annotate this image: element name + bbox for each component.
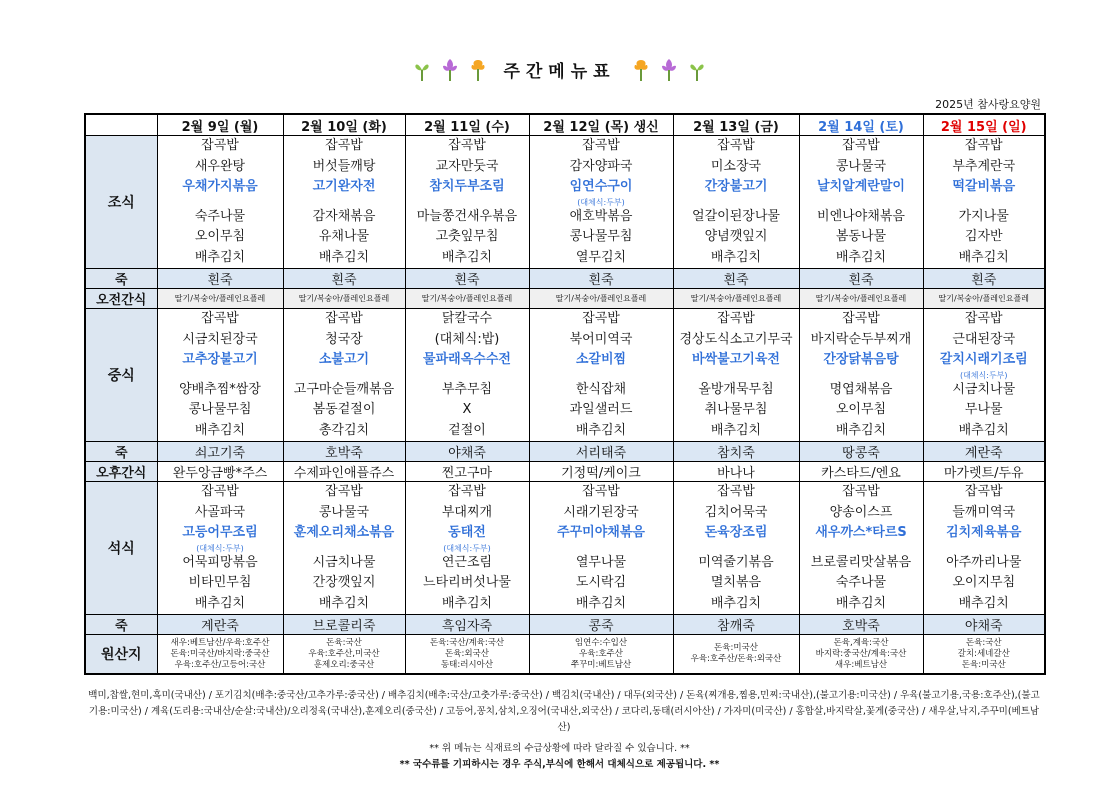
- menu-item-kimchi: 배추김치: [710, 595, 762, 611]
- menu-cell: 콩죽: [529, 615, 673, 635]
- menu-cell: [799, 309, 923, 442]
- menu-item-kimchi: 배추김치: [835, 422, 887, 438]
- menu-cell: 호박죽: [283, 442, 405, 462]
- row-label-juk: 죽: [85, 615, 157, 635]
- menu-item-side-1: 브로콜리맛살볶음: [810, 554, 912, 570]
- menu-item-kimchi: 배추김치: [575, 595, 627, 611]
- menu-item-kimchi: 배추김치: [441, 595, 493, 611]
- origin-line: 임연수:수입산: [574, 637, 628, 648]
- origin-line: 우육:호주산/돈육:외국산: [690, 654, 782, 664]
- flower-icon: [467, 56, 489, 82]
- menu-item-kimchi: 겉절이: [448, 422, 486, 438]
- origin-line: 우육:호주산: [579, 648, 623, 659]
- menu-item-side-2: 고춧잎무침: [435, 229, 499, 244]
- menu-item-main-dish: 돈육장조림: [704, 525, 768, 540]
- menu-item-kimchi: 배추김치: [958, 249, 1009, 265]
- menu-cell: [405, 482, 529, 615]
- menu-item-side-1: 비엔나야채볶음: [817, 208, 905, 224]
- flower-icon: [439, 56, 461, 82]
- menu-item-soup: 양송이스프: [829, 504, 893, 520]
- origin-line: 돈육:미국산: [961, 659, 1006, 670]
- menu-item-rice: 잡곡밥: [201, 484, 239, 499]
- origin-line: 갈치:세네갈산: [957, 648, 1010, 659]
- menu-cell: 흰죽: [923, 269, 1045, 289]
- day-header: 2월 13일 (금): [673, 114, 799, 136]
- menu-spacer: [674, 544, 799, 553]
- menu-spacer: [800, 371, 923, 380]
- menu-cell: 야채죽: [923, 615, 1045, 635]
- menu-item-rice: 잡곡밥: [448, 484, 486, 499]
- menu-cell: 딸기/복숭아/플레인요플레: [529, 289, 673, 309]
- flower-decoration-right: [630, 56, 708, 82]
- origin-row: [85, 635, 1045, 675]
- menu-cell: 땅콩죽: [799, 442, 923, 462]
- menu-item-side-2: 숙주나물: [835, 575, 887, 590]
- menu-item-soup: 시래기된장국: [563, 504, 639, 520]
- menu-item-rice: 잡곡밥: [201, 311, 239, 326]
- menu-item-main-dish: 주꾸미야채볶음: [557, 525, 645, 540]
- menu-item-substitute: (대체식:두부): [959, 370, 1008, 380]
- flower-icon: [658, 56, 680, 82]
- menu-spacer: [924, 198, 1045, 207]
- origin-line: 돈육:미국산/바지락:중국산: [170, 648, 270, 659]
- juk-row: [85, 615, 1045, 635]
- menu-cell: 기정떡/케이크: [529, 462, 673, 482]
- menu-item-side-1: 아주까리나물: [946, 554, 1022, 570]
- menu-item-rice: 잡곡밥: [842, 311, 880, 326]
- menu-cell: 쇠고기죽: [157, 442, 283, 462]
- menu-item-side-1: 명엽채볶음: [829, 381, 893, 397]
- origin-line: 바지락:중국산/계육:국산: [815, 648, 907, 659]
- row-label-pm-snack: 오후간식: [85, 462, 157, 482]
- menu-cell: 호박죽: [799, 615, 923, 635]
- menu-item-side-2: 유채나물: [318, 229, 370, 244]
- menu-cell: [405, 136, 529, 269]
- menu-item-side-1: 고구마순들깨볶음: [293, 381, 395, 397]
- menu-item-side-1: 미역줄기볶음: [698, 554, 774, 570]
- lunch-row: [85, 309, 1045, 442]
- menu-item-side-2: 양념깻잎지: [704, 229, 768, 244]
- menu-item-rice: 잡곡밥: [325, 311, 363, 326]
- menu-cell: 찐고구마: [405, 462, 529, 482]
- menu-item-soup: 새우완탕: [194, 158, 246, 174]
- origin-cell: [529, 635, 673, 675]
- menu-item-side-1: 연근조림: [441, 554, 493, 570]
- menu-item-rice: 잡곡밥: [717, 484, 755, 499]
- menu-item-side-2: X: [462, 402, 472, 417]
- day-header: 2월 10일 (화): [283, 114, 405, 136]
- menu-item-side-1: 감자채볶음: [312, 208, 376, 224]
- day-header-saturday: 2월 14일 (토): [799, 114, 923, 136]
- juk-row: [85, 269, 1045, 289]
- menu-cell: 참치죽: [673, 442, 799, 462]
- menu-spacer: [674, 371, 799, 380]
- menu-item-soup: 시금치된장국: [182, 331, 258, 347]
- menu-item-kimchi: 배추김치: [194, 422, 246, 438]
- menu-item-soup: 교자만둣국: [435, 158, 499, 174]
- menu-item-rice: 잡곡밥: [201, 138, 239, 153]
- row-label-lunch: 중식: [85, 309, 157, 442]
- menu-spacer: [158, 198, 283, 207]
- menu-item-rice: 잡곡밥: [717, 311, 755, 326]
- menu-item-main-dish: 물파래옥수수전: [423, 352, 511, 367]
- menu-spacer: [284, 198, 405, 207]
- title-area: [0, 52, 1119, 86]
- menu-cell: [923, 309, 1045, 442]
- menu-item-side-2: 취나물무침: [704, 402, 768, 417]
- menu-item-rice: 잡곡밥: [717, 138, 755, 153]
- menu-item-side-2: 콩나물무침: [188, 402, 252, 417]
- menu-item-main-dish: 참치두부조림: [429, 179, 505, 194]
- menu-cell: 딸기/복숭아/플레인요플레: [283, 289, 405, 309]
- menu-item-main-dish: 훈제오리채소볶음: [293, 525, 395, 540]
- menu-item-side-1: 시금치나물: [952, 381, 1016, 397]
- menu-item-side-2: 오이무침: [835, 402, 887, 417]
- menu-cell: 수제파인애플쥬스: [283, 462, 405, 482]
- menu-item-rice: 잡곡밥: [964, 311, 1003, 326]
- day-header: 2월 9일 (월): [157, 114, 283, 136]
- menu-cell: 흰죽: [799, 269, 923, 289]
- menu-item-main-dish: 떡갈비볶음: [952, 179, 1016, 194]
- menu-item-soup: 부추계란국: [952, 158, 1016, 174]
- flower-icon: [411, 56, 433, 82]
- menu-item-side-2: 과일샐러드: [569, 402, 633, 417]
- day-header: 2월 12일 (목) 생신: [529, 114, 673, 136]
- menu-item-kimchi: 배추김치: [318, 249, 370, 265]
- menu-item-side-1: 부추무침: [441, 381, 493, 397]
- organization-label: 2025년 참사랑요양원: [935, 98, 1041, 111]
- row-label-dinner: 석식: [85, 482, 157, 615]
- menu-spacer: [530, 544, 673, 553]
- menu-item-soup: 근대된장국: [952, 331, 1016, 347]
- menu-cell: [673, 309, 799, 442]
- menu-item-substitute: (대체식:두부): [196, 543, 244, 553]
- menu-item-side-1: 어묵피망볶음: [182, 554, 258, 570]
- menu-cell: 흰죽: [283, 269, 405, 289]
- menu-cell: 브로콜리죽: [283, 615, 405, 635]
- menu-item-side-1: 얼갈이된장나물: [692, 208, 780, 224]
- menu-cell: [157, 309, 283, 442]
- day-header-sunday: 2월 15일 (일): [923, 114, 1045, 136]
- menu-item-side-1: 올방개묵무침: [698, 381, 774, 397]
- menu-item-kimchi: 배추김치: [710, 422, 762, 438]
- menu-item-main-dish: 고등어무조림: [182, 525, 258, 540]
- row-label-origin: 원산지: [85, 635, 157, 675]
- menu-item-main-dish: 임연수구이: [569, 179, 633, 194]
- origin-line: 돈육:국산: [326, 637, 362, 648]
- menu-cell: 딸기/복숭아/플레인요플레: [157, 289, 283, 309]
- menu-spacer: [800, 544, 923, 553]
- menu-item-main-dish: 새우까스*타르S: [815, 525, 907, 540]
- menu-item-main-dish: 소불고기: [318, 352, 370, 367]
- header-row: [85, 114, 1045, 136]
- menu-cell: 흰죽: [529, 269, 673, 289]
- origin-line: 우육:호주산/고등어:국산: [174, 659, 266, 670]
- menu-cell: 마가렛트/두유: [923, 462, 1045, 482]
- menu-item-side-2: 간장깻잎지: [312, 575, 376, 590]
- origin-footnote: 백미,찹쌀,현미,흑미(국내산) / 포기김치(배추:중국산/고추가루:중국산) / 배추김치(배추:국산/고춧가루:중국산) / 백김치(국내산) / 대두(외국산) / 돈육(찌개용,찜용,민찌:국내산),(불고기용:미국산) / 우육(불고기용,국용:호주산),(불고기용:미국산) / 계육(도리용:국내산/순살:국내산)/오리정육(국내산),훈제오리(중국산) / 고등어,꽁치,삼치,오징어(국내산,외국산) / 코다리,동태(러시아산) / 가자미(미국산) / 홍합살,바지락살,꽃게(중국산) / 새우살,낙지,주꾸미(베트남산): [88, 690, 1040, 733]
- menu-item-rice: 잡곡밥: [325, 484, 363, 499]
- menu-cell: 딸기/복숭아/플레인요플레: [405, 289, 529, 309]
- menu-item-kimchi: 배추김치: [710, 249, 762, 265]
- menu-spacer: [924, 544, 1045, 553]
- menu-cell: 서리태죽: [529, 442, 673, 462]
- menu-item-side-2: 김자반: [964, 229, 1003, 244]
- menu-item-kimchi: 배추김치: [958, 595, 1009, 611]
- menu-item-soup: 바지락순두부찌개: [810, 331, 912, 347]
- menu-item-kimchi: 배추김치: [575, 422, 627, 438]
- menu-item-substitute: (대체식:두부): [443, 543, 491, 553]
- origin-line: 돈육:미국산: [714, 643, 758, 653]
- menu-cell: 흑임자죽: [405, 615, 529, 635]
- dinner-row: [85, 482, 1045, 615]
- flower-icon: [630, 56, 652, 82]
- row-label-am-snack: 오전간식: [85, 289, 157, 309]
- menu-item-rice: 닭칼국수: [441, 311, 493, 326]
- menu-item-kimchi: 배추김치: [318, 595, 370, 611]
- menu-item-side-1: 한식잡채: [575, 381, 627, 397]
- menu-item-soup: 북어미역국: [569, 331, 633, 347]
- menu-item-kimchi: 배추김치: [958, 422, 1009, 438]
- menu-item-kimchi: 배추김치: [835, 249, 887, 265]
- page-title: 주간메뉴표: [503, 61, 616, 82]
- menu-item-rice: 잡곡밥: [842, 484, 880, 499]
- am-snack-row: [85, 289, 1045, 309]
- substitute-notice: ** 국수류를 기피하시는 경우 주식,부식에 한해서 대체식으로 제공됩니다. **: [399, 759, 720, 770]
- menu-spacer: [800, 198, 923, 207]
- menu-item-soup: 미소장국: [710, 158, 762, 174]
- menu-item-rice: 잡곡밥: [964, 138, 1003, 153]
- menu-item-main-dish: 동태전: [448, 525, 486, 540]
- menu-item-side-1: 숙주나물: [194, 208, 246, 224]
- menu-cell: [157, 482, 283, 615]
- origin-cell: [673, 635, 799, 675]
- flower-icon: [686, 56, 708, 82]
- menu-cell: 카스타드/엔요: [799, 462, 923, 482]
- menu-item-side-1: 마늘쫑건새우볶음: [416, 208, 518, 224]
- row-label-juk: 죽: [85, 269, 157, 289]
- origin-line: 돈육:외국산: [445, 648, 489, 659]
- menu-item-soup: 콩나물국: [318, 504, 370, 520]
- menu-cell: 완두앙금빵*주스: [157, 462, 283, 482]
- menu-cell: 흰죽: [157, 269, 283, 289]
- menu-cell: 흰죽: [673, 269, 799, 289]
- origin-line: 훈제오리:중국산: [313, 659, 375, 670]
- row-label-juk: 죽: [85, 442, 157, 462]
- menu-item-side-2: 무나물: [964, 402, 1003, 417]
- breakfast-row: [85, 136, 1045, 269]
- menu-item-main-dish: 고기완자전: [312, 179, 376, 194]
- origin-line: 새우:베트남산: [834, 659, 888, 670]
- menu-item-side-2: 도시락김: [575, 575, 627, 590]
- menu-cell: [673, 136, 799, 269]
- menu-spacer: [530, 371, 673, 380]
- menu-cell: [673, 482, 799, 615]
- menu-item-kimchi: 배추김치: [441, 249, 493, 265]
- menu-item-kimchi: 배추김치: [835, 595, 887, 611]
- menu-cell: 흰죽: [405, 269, 529, 289]
- menu-item-soup: 감자양파국: [569, 158, 633, 174]
- menu-item-rice: 잡곡밥: [842, 138, 880, 153]
- menu-cell: [283, 482, 405, 615]
- menu-cell: [923, 482, 1045, 615]
- menu-item-rice: 잡곡밥: [448, 138, 486, 153]
- menu-item-side-1: 가지나물: [958, 208, 1009, 224]
- pm-snack-row: [85, 462, 1045, 482]
- menu-cell: [283, 136, 405, 269]
- menu-spacer: [406, 371, 529, 380]
- menu-item-side-2: 비타민무침: [188, 575, 252, 590]
- menu-cell: [283, 309, 405, 442]
- origin-line: 우육:호주산,미국산: [308, 648, 380, 659]
- menu-item-soup: 콩나물국: [835, 158, 887, 174]
- menu-item-soup: 김치어묵국: [704, 504, 768, 520]
- menu-item-main-dish: 날치알계란말이: [817, 179, 905, 194]
- corner-cell: [85, 114, 157, 136]
- menu-cell: 딸기/복숭아/플레인요플레: [673, 289, 799, 309]
- origin-cell: [157, 635, 283, 675]
- menu-cell: 계란죽: [923, 442, 1045, 462]
- menu-spacer: [406, 198, 529, 207]
- origin-line: 새우:베트남산/우육:호주산: [170, 637, 270, 648]
- origin-line: 돈육:국산/계육:국산: [429, 637, 505, 648]
- menu-cell: [529, 309, 673, 442]
- menu-item-side-1: 열무나물: [575, 554, 627, 570]
- menu-item-soup: 사골파국: [194, 504, 246, 520]
- supply-notice: ** 위 메뉴는 식재료의 수급상황에 따라 달라질 수 있습니다. **: [429, 743, 690, 754]
- menu-item-soup: 청국장: [325, 331, 363, 347]
- menu-cell: [799, 482, 923, 615]
- menu-item-main-dish: 김치제육볶음: [946, 525, 1022, 540]
- menu-item-side-2: 느타리버섯나물: [423, 575, 511, 590]
- menu-cell: [799, 136, 923, 269]
- menu-item-soup: 버섯들깨탕: [312, 158, 376, 174]
- menu-item-soup: 경상도식소고기무국: [679, 331, 793, 347]
- menu-item-soup: (대체식:밥): [434, 331, 500, 347]
- menu-item-rice: 잡곡밥: [325, 138, 363, 153]
- menu-item-side-2: 봄동나물: [835, 229, 887, 244]
- origin-line: 돈육:국산: [965, 637, 1002, 648]
- origin-line: 돈육,계육:국산: [833, 637, 889, 648]
- menu-item-main-dish: 갈치시래기조림: [939, 352, 1028, 367]
- menu-spacer: [284, 544, 405, 553]
- menu-item-rice: 잡곡밥: [964, 484, 1003, 499]
- menu-cell: [529, 136, 673, 269]
- menu-spacer: [674, 198, 799, 207]
- menu-item-side-2: 봄동겉절이: [312, 402, 376, 417]
- menu-cell: 딸기/복숭아/플레인요플레: [923, 289, 1045, 309]
- menu-item-rice: 잡곡밥: [582, 138, 620, 153]
- menu-item-kimchi: 열무김치: [575, 249, 627, 265]
- menu-item-main-dish: 우채가지볶음: [182, 179, 258, 194]
- menu-item-soup: 들깨미역국: [952, 504, 1016, 520]
- origin-cell: [799, 635, 923, 675]
- menu-item-main-dish: 간장닭볶음탕: [823, 352, 899, 367]
- day-header: 2월 11일 (수): [405, 114, 529, 136]
- menu-item-main-dish: 소갈비찜: [575, 352, 627, 367]
- menu-item-side-1: 애호박볶음: [569, 208, 633, 224]
- menu-cell: 바나나: [673, 462, 799, 482]
- menu-item-rice: 잡곡밥: [582, 484, 620, 499]
- menu-cell: [157, 136, 283, 269]
- menu-item-side-1: 시금치나물: [312, 554, 376, 570]
- weekly-menu-table: [84, 113, 1046, 675]
- menu-item-substitute: (대체식:두부): [577, 197, 625, 207]
- menu-item-rice: 잡곡밥: [582, 311, 620, 326]
- menu-cell: 참깨죽: [673, 615, 799, 635]
- row-label-breakfast: 조식: [85, 136, 157, 269]
- menu-cell: [529, 482, 673, 615]
- menu-item-side-1: 양배추찜*쌈장: [179, 381, 261, 397]
- origin-line: 쭈꾸미:베트남산: [570, 659, 632, 670]
- menu-cell: 딸기/복숭아/플레인요플레: [799, 289, 923, 309]
- menu-cell: 계란죽: [157, 615, 283, 635]
- menu-item-side-2: 멸치볶음: [710, 575, 762, 590]
- menu-item-main-dish: 간장불고기: [704, 179, 768, 194]
- origin-cell: [283, 635, 405, 675]
- menu-item-kimchi: 배추김치: [194, 595, 246, 611]
- menu-item-main-dish: 바싹불고기육전: [692, 352, 780, 367]
- menu-item-side-2: 오이무침: [194, 229, 246, 244]
- origin-cell: [923, 635, 1045, 675]
- origin-line: 동태:러시아산: [440, 659, 494, 670]
- menu-item-soup: 부대찌개: [441, 504, 493, 520]
- menu-spacer: [158, 371, 283, 380]
- menu-cell: 야채죽: [405, 442, 529, 462]
- menu-item-kimchi: 배추김치: [194, 249, 246, 265]
- menu-item-kimchi: 총각김치: [318, 422, 370, 438]
- juk-row: [85, 442, 1045, 462]
- menu-item-side-2: 콩나물무침: [569, 229, 633, 244]
- menu-cell: [405, 309, 529, 442]
- origin-cell: [405, 635, 529, 675]
- flower-decoration-left: [411, 56, 489, 82]
- menu-item-side-2: 오이지무침: [952, 575, 1016, 590]
- menu-item-main-dish: 고추장불고기: [182, 352, 258, 367]
- menu-cell: [923, 136, 1045, 269]
- menu-spacer: [284, 371, 405, 380]
